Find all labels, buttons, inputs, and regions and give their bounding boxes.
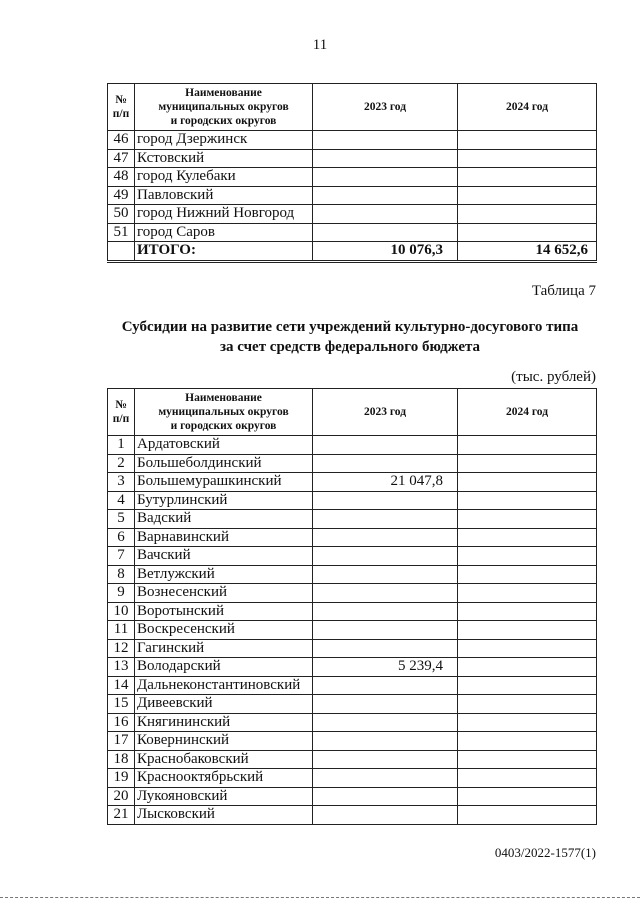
section-title [0,317,640,357]
row-value-2024 [458,510,597,529]
row-value-2023 [313,168,458,187]
row-num: 5 [108,510,135,529]
row-num: 12 [108,639,135,658]
row-municipality: Кстовский [135,149,313,168]
row-municipality: Воротынский [135,602,313,621]
row-value-2024 [458,602,597,621]
row-value-2024 [458,168,597,187]
row-value-2023 [313,547,458,566]
row-value-2023 [313,695,458,714]
row-value-2024 [458,658,597,677]
row-value-2024 [458,149,597,168]
total-row [108,242,597,262]
row-value-2023 [313,676,458,695]
header-num: № п/п [108,84,135,131]
row-value-2023 [313,205,458,224]
row-value-2024 [458,621,597,640]
table-row [108,510,597,529]
row-value-2023 [313,787,458,806]
row-value-2023 [313,186,458,205]
row-value-2023 [313,436,458,455]
row-num: 21 [108,806,135,825]
row-municipality: Дивеевский [135,695,313,714]
table-row [108,547,597,566]
row-municipality: Гагинский [135,639,313,658]
row-value-2024 [458,565,597,584]
row-num: 16 [108,713,135,732]
row-value-2024 [458,223,597,242]
row-value-2024 [458,787,597,806]
row-num: 46 [108,131,135,150]
row-municipality: Ветлужский [135,565,313,584]
row-num: 7 [108,547,135,566]
row-num: 18 [108,750,135,769]
row-num: 19 [108,769,135,788]
document-code: 0403/2022-1577(1) [494,845,596,860]
row-municipality: Варнавинский [135,528,313,547]
table-row [108,806,597,825]
row-municipality: Вачский [135,547,313,566]
table-row [108,454,597,473]
row-value-2024 [458,584,597,603]
table-row [108,750,597,769]
row-value-2024 [458,676,597,695]
row-value-2024 [458,528,597,547]
total-2023: 10 076,3 [313,242,458,262]
row-value-2023 [313,528,458,547]
row-value-2023 [313,621,458,640]
table-row [108,205,597,224]
row-value-2024 [458,547,597,566]
row-num: 11 [108,621,135,640]
row-num: 10 [108,602,135,621]
table-caption: Таблица 7 [531,283,596,299]
row-num: 48 [108,168,135,187]
row-municipality: город Дзержинск [135,131,313,150]
table-header-row [108,389,597,436]
subsidy-table-continued [107,83,597,263]
table-row [108,223,597,242]
unit-label: (тыс. рублей) [511,369,596,385]
row-num: 8 [108,565,135,584]
row-num: 50 [108,205,135,224]
row-num: 14 [108,676,135,695]
section-title-line-1: Субсидии на развитие сети учреждений культурно-досугового типа [121,319,579,335]
table-row [108,732,597,751]
table-row [108,491,597,510]
header-num: № п/п [108,389,135,436]
header-2023: 2023 год [313,389,458,436]
row-value-2024 [458,713,597,732]
total-2024: 14 652,6 [458,242,597,262]
row-num: 20 [108,787,135,806]
table-row [108,565,597,584]
row-municipality: город Саров [135,223,313,242]
row-value-2024 [458,491,597,510]
row-value-2024 [458,473,597,492]
table-row [108,639,597,658]
table-row [108,584,597,603]
row-municipality: Княгининский [135,713,313,732]
row-value-2023 [313,454,458,473]
row-value-2023 [313,565,458,584]
page-bottom-edge [0,897,640,898]
row-num: 15 [108,695,135,714]
row-municipality: Краснобаковский [135,750,313,769]
table-row [108,602,597,621]
row-municipality: Павловский [135,186,313,205]
table-row [108,149,597,168]
row-municipality: Бутурлинский [135,491,313,510]
header-municipality: Наименование муниципальных округов и городских округов [135,84,313,131]
row-value-2023 [313,131,458,150]
section-title-line-2: за счет средств федерального бюджета [219,339,481,355]
row-value-2023 [313,510,458,529]
row-value-2023 [313,149,458,168]
page-number: 11 [312,37,328,53]
row-num: 17 [108,732,135,751]
row-municipality: Большеболдинский [135,454,313,473]
row-municipality: Володарский [135,658,313,677]
row-value-2023 [313,639,458,658]
row-value-2024 [458,769,597,788]
row-value-2023 [313,223,458,242]
row-municipality: Ардатовский [135,436,313,455]
table-row [108,658,597,677]
row-num: 2 [108,454,135,473]
row-num: 47 [108,149,135,168]
table-row [108,473,597,492]
row-value-2024 [458,750,597,769]
row-value-2023 [313,491,458,510]
row-num: 9 [108,584,135,603]
table-row [108,676,597,695]
total-num-cell [108,242,135,262]
row-municipality: город Нижний Новгород [135,205,313,224]
row-municipality: Краснооктябрьский [135,769,313,788]
row-num: 4 [108,491,135,510]
table-header-row [108,84,597,131]
row-value-2023: 21 047,8 [313,473,458,492]
header-2023: 2023 год [313,84,458,131]
table-row [108,131,597,150]
row-num: 13 [108,658,135,677]
table-row [108,787,597,806]
row-municipality: Ковернинский [135,732,313,751]
row-value-2023 [313,732,458,751]
table-row [108,436,597,455]
row-value-2024 [458,806,597,825]
row-num: 6 [108,528,135,547]
table-row [108,713,597,732]
row-value-2023: 5 239,4 [313,658,458,677]
row-value-2024 [458,436,597,455]
row-municipality: Вознесенский [135,584,313,603]
table-row [108,528,597,547]
row-municipality: Вадский [135,510,313,529]
row-municipality: Большемурашкинский [135,473,313,492]
table-row [108,769,597,788]
table-row [108,168,597,187]
total-label: ИТОГО: [135,242,313,262]
row-value-2023 [313,769,458,788]
row-municipality: Лукояновский [135,787,313,806]
header-2024: 2024 год [458,389,597,436]
row-value-2024 [458,186,597,205]
row-value-2023 [313,713,458,732]
row-num: 49 [108,186,135,205]
row-num: 51 [108,223,135,242]
table-row [108,621,597,640]
row-value-2024 [458,695,597,714]
row-value-2023 [313,806,458,825]
row-municipality: город Кулебаки [135,168,313,187]
row-num: 1 [108,436,135,455]
row-value-2023 [313,602,458,621]
table-row [108,186,597,205]
row-value-2023 [313,750,458,769]
row-municipality: Лысковский [135,806,313,825]
row-value-2024 [458,639,597,658]
row-municipality: Воскресенский [135,621,313,640]
row-value-2024 [458,131,597,150]
row-municipality: Дальнеконстантиновский [135,676,313,695]
row-num: 3 [108,473,135,492]
row-value-2023 [313,584,458,603]
table-row [108,695,597,714]
row-value-2024 [458,454,597,473]
header-2024: 2024 год [458,84,597,131]
row-value-2024 [458,205,597,224]
subsidy-table-7 [107,388,597,825]
row-value-2024 [458,732,597,751]
header-municipality: Наименование муниципальных округов и городских округов [135,389,313,436]
